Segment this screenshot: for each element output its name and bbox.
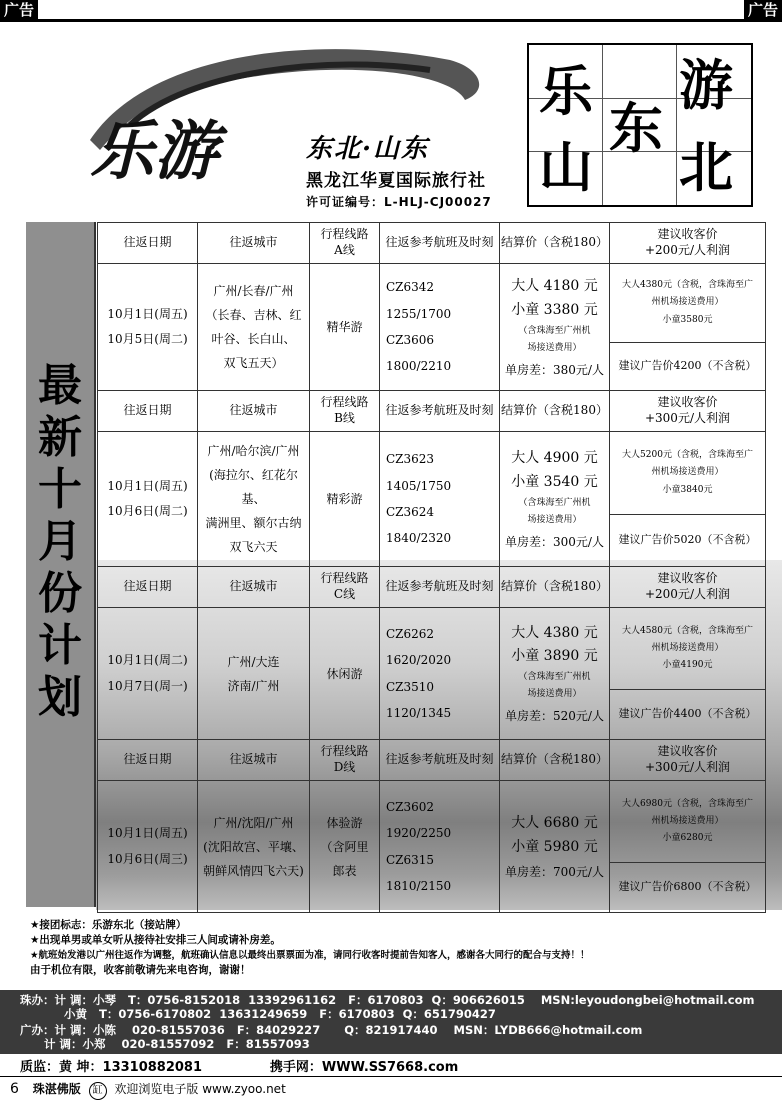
type-cell: [310, 781, 380, 913]
title-char: 山: [539, 136, 593, 199]
header-cell: [98, 567, 198, 608]
header-text: +200元/人利润: [644, 587, 730, 601]
city-cell: [198, 608, 310, 740]
city-cell-line: 满洲里、额尔古纳: [205, 516, 302, 530]
header-text: A线: [334, 243, 355, 257]
suggest-line: 小童3840元: [662, 484, 713, 495]
price-cell: [500, 781, 610, 913]
header-text: 建议收客价: [657, 227, 718, 242]
city-cell-line: (沈阳故宫、平壤、: [203, 839, 304, 854]
table-header-row: [98, 391, 766, 432]
date-cell: [98, 608, 198, 740]
website-text: 欢迎浏览电子版 www.zyoo.net: [114, 1082, 286, 1096]
city-cell: [198, 781, 310, 913]
city-cell: [198, 264, 310, 391]
suggest-line: 小童3580元: [662, 314, 713, 325]
header-text: 往返日期: [123, 403, 172, 418]
price-note: （含珠海至广州机: [518, 672, 591, 683]
type-cell: [310, 608, 380, 740]
flight-cell-line: CZ3510 1120/1345: [386, 679, 452, 720]
note-line: ★接团标志：乐游东北（接站牌）: [30, 919, 187, 931]
header-text: 结算价（含税180）: [501, 403, 608, 418]
license-number: 许可证编号：L-HLJ-CJ00027: [306, 195, 492, 209]
suggest-line: 大人4580元（含税，含珠海至广: [622, 625, 753, 636]
title-grid: [527, 43, 753, 207]
room-surcharge: 单房差：520元/人: [505, 709, 604, 724]
city-cell-line: (海拉尔、红花尔基、: [209, 468, 298, 506]
suggest-line: 州机场接送费用）: [651, 642, 724, 653]
date-cell: [98, 264, 198, 391]
brand-sub-text: 东北·山东: [306, 134, 430, 164]
header-cell: [310, 740, 380, 781]
price-note: （含珠海至广州机: [518, 325, 591, 336]
header-cell: [500, 567, 610, 608]
child-price: 小童 3380 元: [511, 301, 598, 318]
brand-script-text: 乐游: [90, 114, 218, 189]
suggest-cell: [610, 781, 766, 863]
contact-bar: [0, 990, 782, 1054]
header-text: +300元/人利润: [644, 411, 730, 425]
header-text: 往返城市: [229, 403, 278, 418]
header-text: 往返日期: [123, 752, 172, 767]
header-text: 行程线路: [320, 744, 369, 759]
date-cell-line: 10月6日(周三): [107, 851, 188, 866]
ad-price-cell: 建议广告价4400（不含税）: [610, 690, 766, 740]
date-cell-line: 10月1日(周五): [107, 826, 188, 841]
suggest-line: 小童6280元: [662, 833, 713, 844]
contact-line: 计 调：小郑 020-81557092 F：81557093: [20, 1037, 310, 1051]
table-row: [98, 264, 766, 343]
sidebar-char: 份: [38, 568, 82, 619]
city-cell-line: 广州/大连: [227, 654, 280, 669]
type-cell-line: 郎表: [332, 863, 357, 878]
price-note: 场接送费用）: [527, 689, 582, 700]
edition-badge-icon: 缸: [89, 1082, 107, 1100]
ad-tag-right: 广告: [744, 0, 782, 20]
header-text: 建议收客价: [657, 744, 718, 759]
title-char: 北: [679, 136, 733, 199]
header-cell: [380, 567, 500, 608]
header-text: +200元/人利润: [644, 243, 730, 257]
header-cell: [610, 223, 766, 264]
contact-line: 广办：计 调：小陈 020-81557036 F：84029227 Q：821917440 MSN：LYDB666@hotmail.com: [20, 1023, 643, 1037]
header-cell: [198, 567, 310, 608]
header-text: C线: [333, 587, 356, 601]
header-cell: [198, 391, 310, 432]
header-cell: [198, 223, 310, 264]
title-char: 东: [609, 97, 663, 160]
header-text: 行程线路: [320, 571, 369, 586]
sidebar-char: 十: [38, 464, 82, 515]
note-line: ★出现单男或单女听从接待社安排三人间或请补房差。: [30, 934, 281, 946]
header-cell: [380, 740, 500, 781]
suggest-line: 小童4190元: [662, 660, 713, 671]
table-header-row: [98, 223, 766, 264]
header-cell: [98, 391, 198, 432]
type-cell-line: 精华游: [326, 320, 363, 334]
header-cell: [310, 567, 380, 608]
header-text: 往返城市: [229, 235, 278, 250]
price-note: （含珠海至广州机: [518, 497, 591, 508]
table-header-row: [98, 740, 766, 781]
room-surcharge: 单房差：700元/人: [505, 865, 604, 880]
suggest-cell: [610, 264, 766, 343]
header-cell: [310, 223, 380, 264]
city-cell-line: 叶谷、长白山、: [211, 332, 296, 346]
header-cell: [500, 740, 610, 781]
child-price: 小童 3890 元: [511, 648, 598, 665]
header-text: 往返参考航班及时刻: [385, 403, 494, 418]
ad-price-cell: 建议广告价4200（不含税）: [610, 343, 766, 391]
header-cell: [98, 223, 198, 264]
title-char: 游: [679, 54, 733, 117]
header-text: 行程线路: [320, 395, 369, 410]
sidebar-char: 计: [38, 620, 82, 671]
ad-price-cell: 建议广告价6800（不含税）: [610, 863, 766, 913]
city-cell: [198, 432, 310, 567]
header-text: D线: [333, 760, 356, 774]
header-text: 行程线路: [320, 227, 369, 242]
header-text: 结算价（含税180）: [501, 579, 608, 594]
date-cell-line: 10月1日(周二): [107, 653, 188, 668]
flight-cell-line: CZ3602 1920/2250: [386, 799, 452, 841]
notes-block: [30, 918, 590, 978]
header-text: 往返日期: [123, 235, 172, 250]
city-cell-line: 朝鲜风情四飞六天): [203, 863, 304, 878]
tour-plan-table: [97, 222, 766, 913]
quality-line: [0, 1054, 782, 1076]
header-text: B线: [334, 411, 355, 425]
suggest-line: 州机场接送费用）: [651, 467, 724, 478]
header-cell: [198, 740, 310, 781]
contact-line: 珠办：计 调：小琴 T：0756-8152018 13392961162 F：6170803 Q：906626015 MSN:leyoudongbei@hotmail.com: [20, 993, 755, 1007]
suggest-line: 州机场接送费用）: [651, 815, 724, 826]
type-cell-line: 休闲游: [326, 666, 363, 681]
type-cell-line: 体验游: [326, 815, 363, 830]
flight-cell: [380, 264, 500, 391]
header-cell: [380, 391, 500, 432]
type-cell: [310, 264, 380, 391]
city-cell-line: 双飞六天: [229, 540, 278, 554]
header-cell: [380, 223, 500, 264]
header-text: 建议收客价: [657, 395, 718, 410]
suggest-line: 大人4380元（含税，含珠海至广: [622, 280, 753, 291]
header-text: 建议收客价: [657, 571, 718, 586]
type-cell-line: 精彩游: [326, 492, 363, 506]
header-cell: [610, 740, 766, 781]
child-price: 小童 5980 元: [511, 838, 598, 855]
sidebar-char: 新: [38, 412, 82, 463]
suggest-line: 大人5200元（含税，含珠海至广: [622, 450, 753, 461]
room-surcharge: 单房差：380元/人: [505, 362, 604, 377]
flight-cell-line: CZ3623 1405/1750: [386, 452, 452, 493]
flight-cell: [380, 608, 500, 740]
city-cell-line: 济南/广州: [227, 678, 280, 693]
table-header-row: [98, 567, 766, 608]
date-cell-line: 10月1日(周五): [107, 306, 188, 321]
note-line: ★航班始发港以广州往返作为调整，航班确认信息以最终出票票面为准，请同行收客时提前告知客人，感谢各大同行的配合与支持！！: [30, 950, 590, 961]
price-cell: [500, 432, 610, 567]
header-cell: [98, 740, 198, 781]
flight-cell-line: CZ6342 1255/1700: [386, 280, 452, 321]
company-name: 黑龙江华夏国际旅行社: [306, 171, 486, 191]
header-cell: [500, 223, 610, 264]
ad-tag-left: 广告: [0, 0, 38, 20]
price-cell: [500, 608, 610, 740]
header-text: 结算价（含税180）: [501, 752, 608, 767]
flight-cell: [380, 781, 500, 913]
city-cell-line: 广州/哈尔滨/广州: [207, 444, 300, 458]
city-cell-line: 广州/沈阳/广州: [213, 815, 294, 830]
city-cell-line: （长春、吉林、红: [205, 308, 302, 322]
child-price: 小童 3540 元: [511, 473, 598, 490]
price-note: 场接送费用）: [527, 342, 582, 353]
header-text: 往返参考航班及时刻: [385, 235, 494, 250]
sidebar-char: 最: [38, 360, 82, 411]
header-cell: [500, 391, 610, 432]
header-text: 往返日期: [123, 579, 172, 594]
title-char: 乐: [539, 60, 593, 123]
date-cell-line: 10月5日(周二): [107, 332, 188, 346]
adult-price: 大人 4900 元: [511, 450, 598, 467]
header-cell: [310, 391, 380, 432]
type-cell-line: （含阿里: [320, 839, 369, 854]
quality-contact: 质监：黄 坤：13310882081 携手网：WWW.SS7668.com: [20, 1060, 459, 1075]
flight-cell: [380, 432, 500, 567]
suggest-cell: [610, 432, 766, 515]
header-text: 结算价（含税180）: [501, 235, 608, 250]
date-cell: [98, 432, 198, 567]
sidebar-title: [26, 222, 96, 907]
top-bar: [0, 19, 782, 22]
suggest-cell: [610, 608, 766, 690]
date-cell-line: 10月6日(周二): [107, 504, 188, 518]
header-text: 往返参考航班及时刻: [385, 579, 494, 594]
price-note: 场接送费用）: [527, 514, 582, 525]
footer-divider: [0, 1076, 782, 1077]
sidebar-char: 月: [38, 516, 82, 567]
edition-label: 珠湛佛版: [32, 1082, 81, 1096]
date-cell-line: 10月1日(周五): [107, 478, 188, 493]
suggest-line: 大人6980元（含税，含珠海至广: [622, 798, 753, 809]
sidebar-char: 划: [38, 672, 82, 723]
note-line: 由于机位有限，收客前敬请先来电咨询，谢谢！: [30, 964, 251, 976]
header-text: 往返城市: [229, 752, 278, 767]
table-row: [98, 608, 766, 690]
header-text: +300元/人利润: [644, 760, 730, 774]
page-footer: [10, 1080, 286, 1100]
header-cell: [610, 567, 766, 608]
flight-cell-line: CZ3606 1800/2210: [386, 333, 452, 374]
ad-price-cell: 建议广告价5020（不含税）: [610, 515, 766, 567]
page-number: 6: [10, 1081, 19, 1097]
price-cell: [500, 264, 610, 391]
city-cell-line: 广州/长春/广州: [213, 284, 294, 298]
adult-price: 大人 4380 元: [511, 624, 598, 641]
type-cell: [310, 432, 380, 567]
room-surcharge: 单房差：300元/人: [505, 534, 604, 549]
header-cell: [610, 391, 766, 432]
contact-line: 小黄 T：0756-6170802 13631249659 F：6170803 Q：651790427: [20, 1007, 496, 1021]
adult-price: 大人 6680 元: [511, 814, 598, 831]
date-cell: [98, 781, 198, 913]
header-text: 往返城市: [229, 579, 278, 594]
adult-price: 大人 4180 元: [511, 278, 598, 295]
flight-cell-line: CZ3624 1840/2320: [386, 505, 452, 546]
header-text: 往返参考航班及时刻: [385, 752, 494, 767]
table-row: [98, 432, 766, 515]
flight-cell-line: CZ6262 1620/2020: [386, 626, 452, 668]
flight-cell-line: CZ6315 1810/2150: [386, 852, 452, 893]
table-row: [98, 781, 766, 863]
city-cell-line: 双飞五天）: [223, 356, 284, 370]
date-cell-line: 10月7日(周一): [107, 678, 188, 693]
suggest-line: 州机场接送费用）: [651, 297, 724, 308]
